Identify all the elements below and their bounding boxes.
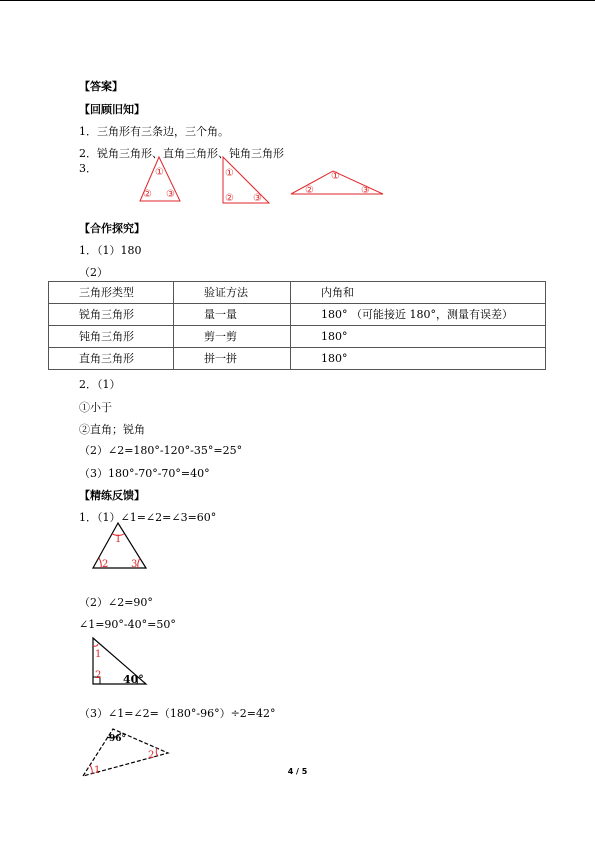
- table-cell: 量一量: [174, 304, 291, 326]
- ob-angle-2: 2: [148, 750, 155, 761]
- acute-angle-2: ②: [143, 189, 152, 200]
- table-header-row: [49, 282, 546, 304]
- review-line-3: 3．: [79, 162, 97, 175]
- table-header: 内角和: [291, 282, 546, 304]
- explore-q1-2: （2）: [79, 266, 108, 279]
- angle-sum-table: [48, 281, 546, 370]
- eq-angle-2: 2: [102, 559, 109, 570]
- rt-angle-40: 40°: [123, 673, 144, 686]
- table-header: 验证方法: [174, 282, 291, 304]
- table-cell: 180°: [291, 348, 546, 370]
- right-angle-1: ①: [225, 168, 234, 179]
- header-rule: [0, 0, 595, 1]
- practice-3: （3）∠1=∠2=（180°-96°）÷2=42°: [79, 707, 276, 720]
- explore-q1-1: 1．（1）180: [79, 244, 142, 257]
- explore-q2-2: （2）∠2=180°-120°-35°=25°: [79, 444, 243, 457]
- ob-angle-1: 1: [94, 765, 101, 776]
- practice-2: （2）∠2=90°: [79, 596, 153, 609]
- eq-angle-1: 1: [115, 534, 122, 545]
- rt-angle-1: 1: [95, 649, 102, 660]
- equilateral-triangle-figure: [88, 520, 154, 572]
- acute-angle-1: ①: [155, 167, 164, 178]
- right-angle-2: ②: [225, 193, 234, 204]
- table-row: [49, 326, 546, 348]
- explore-q2-1: 2．（1）: [79, 378, 121, 391]
- table-row: [49, 348, 546, 370]
- obtuse-angle-1: ①: [331, 171, 340, 182]
- table-header: 三角形类型: [49, 282, 174, 304]
- page-number: 4 / 5: [287, 767, 308, 776]
- ob-angle-96: 96°: [109, 734, 127, 744]
- obtuse-angle-3: ③: [361, 185, 370, 196]
- review-heading: 【回顾旧知】: [79, 103, 145, 116]
- eq-angle-3: 3: [131, 559, 138, 570]
- triangle-types-figure: [135, 155, 395, 207]
- right-triangle-figure: [88, 635, 152, 687]
- table-cell: 锐角三角形: [49, 304, 174, 326]
- rt-angle-2: 2: [95, 670, 102, 681]
- practice-heading: 【精练反馈】: [79, 489, 145, 502]
- right-angle-3: ③: [253, 193, 262, 204]
- table-row: [49, 304, 546, 326]
- explore-q2-b: ②直角；锐角: [79, 423, 145, 436]
- answer-heading: 【答案】: [79, 80, 123, 93]
- acute-angle-3: ③: [166, 189, 175, 200]
- obtuse-angle-2: ②: [305, 185, 314, 196]
- review-line-1: 1．三角形有三条边，三个角。: [79, 125, 229, 138]
- table-cell: 钝角三角形: [49, 326, 174, 348]
- practice-1: 1．（1）∠1=∠2=∠3=60°: [79, 511, 217, 524]
- review-line-2: 2．锐角三角形、直角三角形、钝角三角形: [79, 147, 284, 160]
- explore-q2-a: ①小于: [79, 401, 112, 414]
- explore-heading: 【合作探究】: [79, 222, 145, 235]
- table-cell: 180° （可能接近 180°，测量有误差）: [291, 304, 546, 326]
- table-cell: 拼一拼: [174, 348, 291, 370]
- table-cell: 180°: [291, 326, 546, 348]
- practice-2-calc: ∠1=90°-40°=50°: [79, 618, 176, 631]
- table-cell: 直角三角形: [49, 348, 174, 370]
- table-cell: 剪一剪: [174, 326, 291, 348]
- explore-q2-3: （3）180°-70°-70°=40°: [79, 467, 210, 480]
